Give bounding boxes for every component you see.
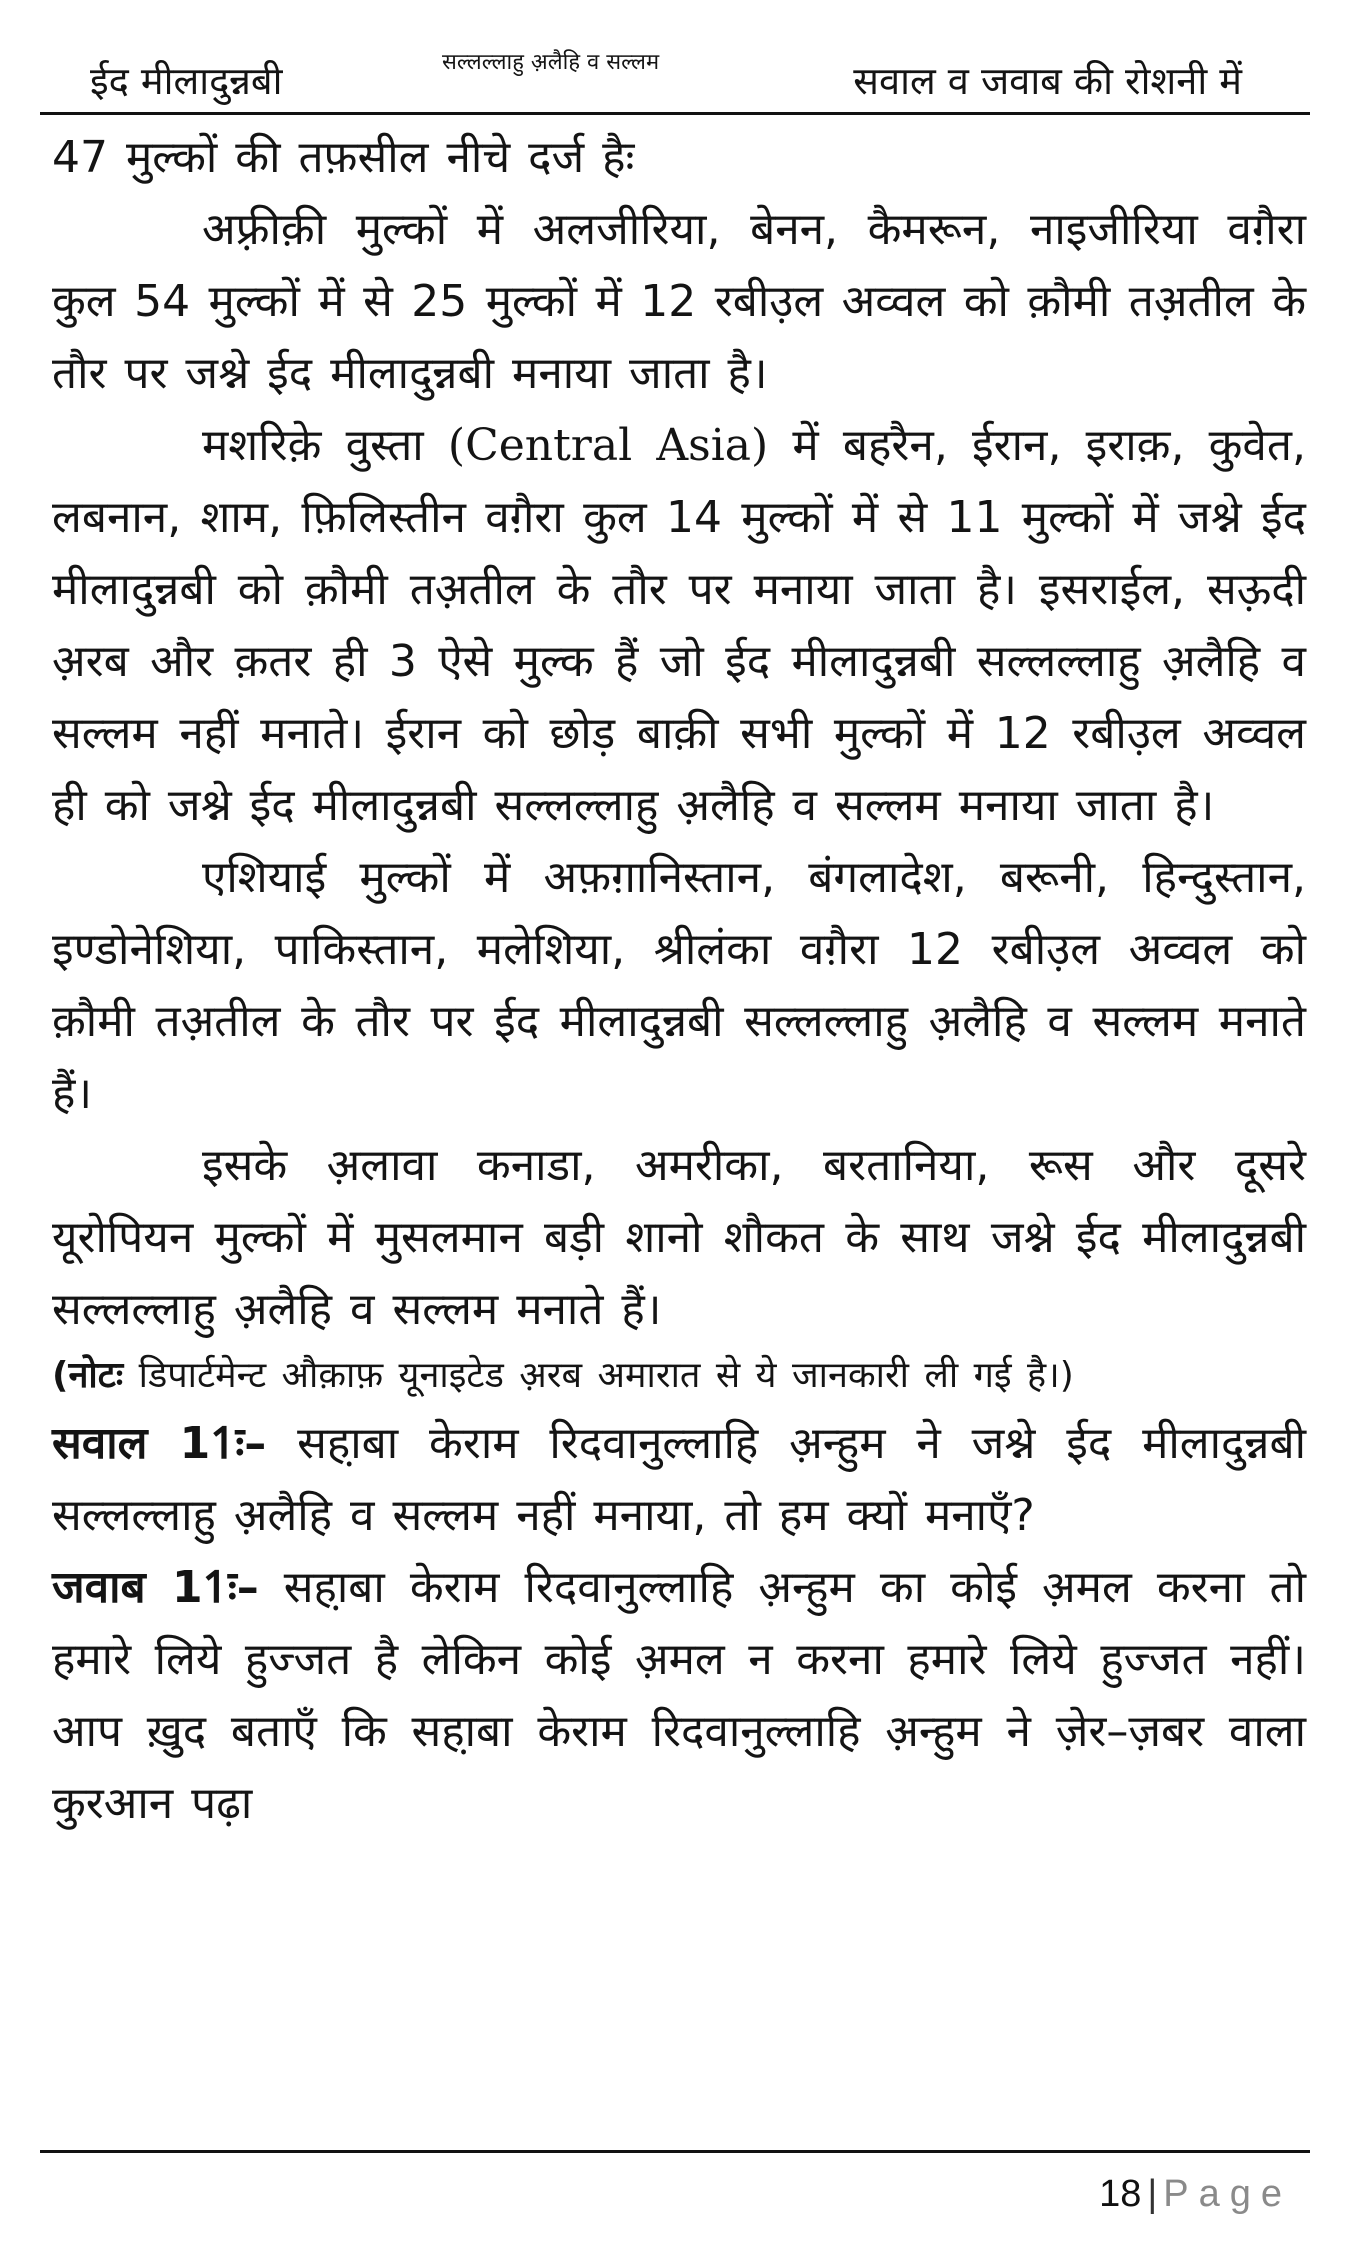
header-salutation: सल्लल्लाहु अ़लैहि व सल्लम [442,50,660,75]
central-asia-latin: (Central Asia) [447,420,769,471]
header-title-left: ईद मीलादुन्नबी [90,59,283,103]
page-label: Page [1163,2173,1292,2215]
page-footer [1099,2170,1292,2218]
paragraph-central-asia-start: मशरिक़े वुस्ता [202,420,424,471]
header-title-right: सवाल व जवाब की रोशनी में [853,59,1242,103]
header-rule [40,112,1310,115]
paragraph-west: इसके अ़लावा कनाडा, अमरीका, बरतानिया, रूस और दूसरे यूरोपियन मुल्कों में मुसलमान बड़ी शानो शौकत के साथ जश्ने ईद मीलादुन्नबी सल्लल्लाहु अ़लैहि व सल्लम मनाते हैं। [52,1140,1306,1335]
answer-text: सहा़बा केराम रिदवानुल्लाहि अ़न्हुम का कोई अ़मल करना तो हमारे लिये हुज्जत है लेकिन कोई अ़मल न करना हमारे लिये हुज्जत नहीं। आप ख़ुद बताएँ कि सहा़बा केराम रिदवानुल्लाहि अ़न्हुम ने ज़ेर–ज़बर वाला कुरआन पढ़ा [52,1562,1307,1829]
question-text: सहा़बा केराम रिदवानुल्लाहि अ़न्हुम ने जश्ने ईद मीलादुन्नबी सल्लल्लाहु अ़लैहि व सल्लम नहीं मनाया, तो हम क्यों मनाएँ? [52,1418,1306,1541]
question-paragraph [52,1408,1306,1552]
note-paragraph [52,1350,1306,1402]
answer-paragraph [52,1552,1306,1840]
paragraph-central-asia-rest: में बहरैन, ईरान, इराक़, कुवेत, लबनान, शाम, फ़िलिस्तीन वग़ैरा कुल 14 मुल्कों में से 11 मुल्कों में जश्ने ईद मीलादुन्नबी को क़ौमी तअ़तील के तौर पर मनाया जाता है। इसराईल, सऊ़दी अ़रब और क़तर ही 3 ऐसे मुल्क हैं जो ईद मीलादुन्नबी सल्लल्लाहु अ़लैहि व सल्लम नहीं मनाते। ईरान को छोड़ बाक़ी सभी मुल्कों में 12 रबीउ़ल अव्वल ही को जश्ने ईद मीलादुन्नबी सल्लल्लाहु अ़लैहि व सल्लम मनाया जाता है। [52,420,1306,831]
footer-rule [40,2150,1310,2153]
page-number: 18 [1099,2173,1142,2215]
page-separator: | [1147,2173,1158,2215]
paragraph-asia: एशियाई मुल्कों में अफ़ग़ानिस्तान, बंगलादेश, बरूनी, हिन्दुस्तान, इण्डोनेशिया, पाकिस्तान, मलेशिया, श्रीलंका वग़ैरा 12 रबीउ़ल अव्वल को क़ौमी तअ़तील के तौर पर ईद मीलादुन्नबी सल्लल्लाहु अ़लैहि व सल्लम मनाते हैं। [52,852,1306,1119]
answer-label: जवाब 11ः– [52,1562,259,1613]
paragraph-intro: 47 मुल्कों की तफ़सील नीचे दर्ज हैः [52,132,635,183]
note-label: नोटः [68,1355,124,1396]
page-body [52,122,1306,2112]
note-text: डिपार्टमेन्ट औक़ाफ़ यूनाइटेड अ़रब अमारात से ये जानकारी ली गई है।) [138,1355,1074,1396]
running-header [52,38,1298,108]
paragraph-central-asia [52,410,1306,842]
question-label: सवाल 11ः– [52,1418,267,1469]
paragraph-africa: अफ़्रीक़ी मुल्कों में अलजीरिया, बेनन, कैमरून, नाइजीरिया वग़ैरा कुल 54 मुल्कों में से 25 मुल्कों में 12 रबीउ़ल अव्वल को क़ौमी तअ़तील के तौर पर जश्ने ईद मीलादुन्नबी मनाया जाता है। [52,204,1306,399]
note-open-paren: ( [52,1355,69,1396]
